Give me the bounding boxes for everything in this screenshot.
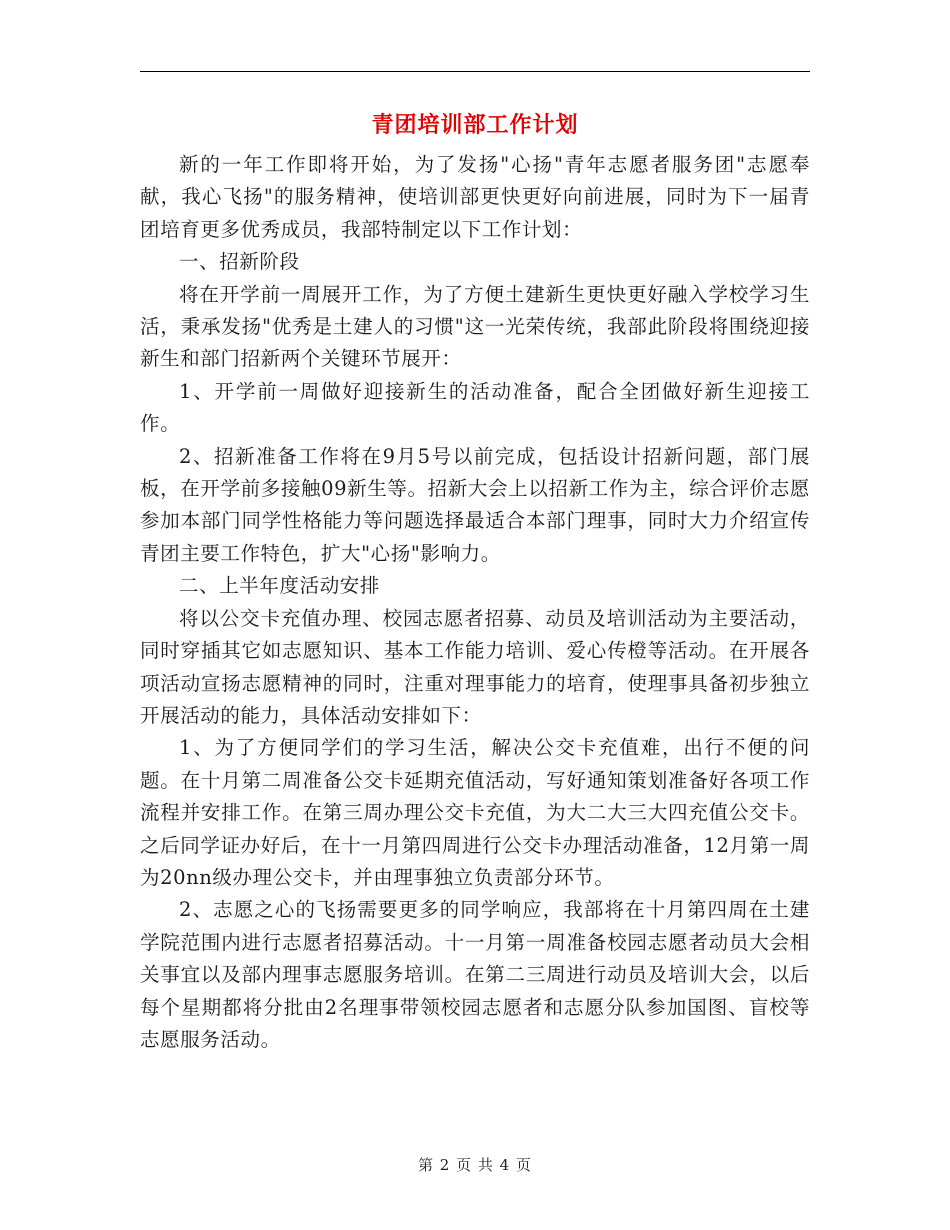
paragraph-intro: 新的一年工作即将开始，为了发扬"心扬"青年志愿者服务团"志愿奉献，我心飞扬"的服务精神，使培训部更快更好向前进展，同时为下一届青团培育更多优秀成员，我部特制定以下工作计划：: [140, 153, 810, 241]
paragraph-first-half: 将以公交卡充值办理、校园志愿者招募、动员及培训活动为主要活动，同时穿插其它如志愿知识、基本工作能力培训、爱心传橙等活动。在开展各项活动宣扬志愿精神的同时，注重对理事能力的培育，使理事具备初步独立开展活动的能力，具体活动安排如下：: [140, 606, 810, 727]
section-heading-first-half: 二、上半年度活动安排: [179, 574, 381, 598]
list-item-first-half-2: 2、志愿之心的飞扬需要更多的同学响应，我部将在十月第四周在土建学院范围内进行志愿者招募活动。十一月第一周准备校园志愿者动员大会相关事宜以及部内理事志愿服务培训。在第二三周进行动员及培训大会，以后每个星期都将分批由2名理事带领校园志愿者和志愿分队参加国图、盲校等志愿服务活动。: [140, 898, 810, 1051]
list-item-first-half-1: 1、为了方便同学们的学习生活，解决公交卡充值难，出行不便的问题。在十月第二周准备公交卡延期充值活动，写好通知策划准备好各项工作流程并安排工作。在第三周办理公交卡充值，为大二大三大四充值公交卡。之后同学证办好后，在十一月第四周进行公交卡办理活动准备，12月第一周为20nn级办理公交卡，并由理事独立负责部分环节。: [140, 736, 810, 889]
document-body: [140, 149, 810, 1056]
list-item-recruitment-2: 2、招新准备工作将在9月5号以前完成，包括设计招新问题，部门展板，在开学前多接触09新生等。招新大会上以招新工作为主，综合评价志愿参加本部门同学性格能力等问题选择最适合本部门理事，同时大力介绍宣传青团主要工作特色，扩大"心扬"影响力。: [140, 444, 810, 565]
list-item-recruitment-1: 1、开学前一周做好迎接新生的活动准备，配合全团做好新生迎接工作。: [140, 379, 810, 436]
header-rule: [140, 71, 810, 72]
section-heading-recruitment: 一、招新阶段: [179, 250, 300, 274]
page-number: 第 2 页 共 4 页: [418, 1156, 532, 1174]
document-title: 青团培训部工作计划: [371, 112, 579, 138]
paragraph-recruitment: 将在开学前一周展开工作，为了方便土建新生更快更好融入学校学习生活，秉承发扬"优秀是土建人的习惯"这一光荣传统，我部此阶段将围绕迎接新生和部门招新两个关键环节展开：: [140, 282, 810, 371]
